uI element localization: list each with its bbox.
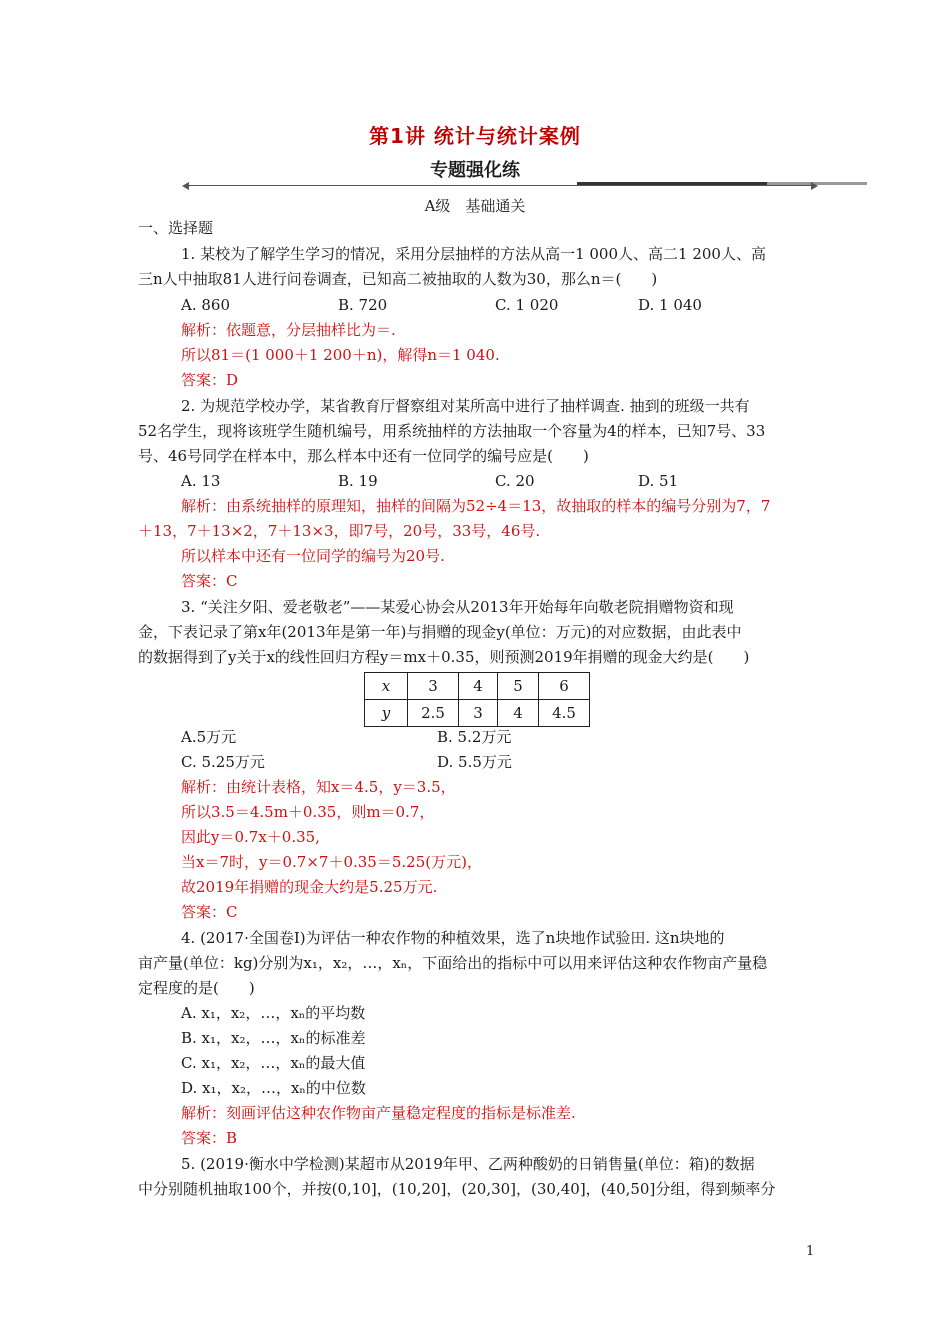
table-cell: 4	[498, 700, 539, 727]
q1-solution-line2: 所以81＝(1 000＋1 200＋n)，解得n＝1 040.	[181, 346, 500, 364]
q3-stem-line2: 金，下表记录了第x年(2013年是第一年)与捐赠的现金y(单位：万元)的对应数据，由此表中	[138, 623, 742, 641]
table-cell: 6	[539, 673, 590, 700]
table-cell: x	[365, 673, 408, 700]
q3-option-a: A.5万元	[181, 728, 237, 746]
q3-stem-line1: 3. “关注夕阳、爱老敬老”——某爱心协会从2013年开始每年向敬老院捐赠物资和现	[181, 598, 734, 616]
q2-stem-line1: 2. 为规范学校办学，某省教育厅督察组对某所高中进行了抽样调查. 抽到的班级一共有	[181, 397, 750, 415]
q1-option-c: C. 1 020	[495, 296, 559, 314]
q3-solution-line2: 所以3.5＝4.5m＋0.35，则m＝0.7，	[181, 803, 435, 821]
q1-option-b: B. 720	[338, 296, 388, 314]
table-cell: 4	[459, 673, 498, 700]
q4-stem-line1: 4. (2017·全国卷Ⅰ)为评估一种农作物的种植效果，选了n块地作试验田. 这n块地的	[181, 929, 725, 947]
q4-solution-line1: 解析：刻画评估这种农作物亩产量稳定程度的指标是标准差.	[181, 1104, 576, 1122]
q4-stem-line2: 亩产量(单位：kg)分别为x₁，x₂，…，xₙ，下面给出的指标中可以用来评估这种农作物亩产量稳	[138, 954, 768, 972]
q5-stem-line1: 5. (2019·衡水中学检测)某超市从2019年甲、乙两种酸奶的日销售量(单位：箱)的数据	[181, 1155, 755, 1173]
q3-option-c: C. 5.25万元	[181, 753, 265, 771]
q3-solution-line3: 因此y＝0.7x＋0.35,	[181, 828, 320, 846]
q3-solution-line1: 解析：由统计表格，知x＝4.5，y＝3.5，	[181, 778, 456, 796]
q5-stem-line2: 中分别随机抽取100个，并按(0,10]，(10,20]，(20,30]，(30,40]，(40,50]分组，得到频率分	[138, 1180, 776, 1198]
q3-data-table	[364, 672, 590, 727]
table-cell: 3	[408, 673, 459, 700]
table-cell: 3	[459, 700, 498, 727]
table-cell: 4.5	[539, 700, 590, 727]
q2-option-a: A. 13	[181, 472, 221, 490]
q1-option-d: D. 1 040	[638, 296, 702, 314]
divider-left-arrow-icon	[182, 182, 189, 190]
q2-option-c: C. 20	[495, 472, 535, 490]
section-heading: 一、选择题	[138, 219, 214, 237]
q2-stem-line2: 52名学生，现将该班学生随机编号，用系统抽样的方法抽取一个容量为4的样本，已知7号、33	[138, 422, 766, 440]
q4-option-b: B. x₁，x₂，…，xₙ的标准差	[181, 1029, 366, 1047]
q1-stem-line1: 1. 某校为了解学生学习的情况，采用分层抽样的方法从高一1 000人、高二1 200人、高	[181, 245, 766, 263]
q4-option-d: D. x₁，x₂，…，xₙ的中位数	[181, 1079, 366, 1097]
q2-solution-line3: 所以样本中还有一位同学的编号为20号.	[181, 547, 445, 565]
q3-option-d: D. 5.5万元	[437, 753, 512, 771]
q4-option-c: C. x₁，x₂，…，xₙ的最大值	[181, 1054, 366, 1072]
table-cell: 2.5	[408, 700, 459, 727]
table-cell: 5	[498, 673, 539, 700]
q2-stem-line3: 号、46号同学在样本中，那么样本中还有一位同学的编号应是( )	[138, 447, 589, 465]
q3-stem-line3: 的数据得到了y关于x的线性回归方程y＝mx＋0.35，则预测2019年捐赠的现金大约是( )	[138, 648, 750, 666]
q2-option-b: B. 19	[338, 472, 378, 490]
table-row	[365, 700, 590, 727]
q4-stem-line3: 定程度的是( )	[138, 979, 255, 997]
divider-right-arrow-icon	[811, 182, 818, 190]
lecture-title: 第1讲 统计与统计案例	[369, 124, 581, 148]
q2-option-d: D. 51	[638, 472, 679, 490]
table-row	[365, 673, 590, 700]
q1-answer: 答案：D	[181, 371, 239, 389]
q3-answer: 答案：C	[181, 903, 238, 921]
title-divider	[182, 182, 818, 190]
q1-stem-line2: 三n人中抽取81人进行问卷调查，已知高二被抽取的人数为30，那么n＝( )	[138, 270, 658, 288]
q1-solution-line1: 解析：依题意，分层抽样比为＝.	[181, 321, 396, 339]
q4-answer: 答案：B	[181, 1129, 238, 1147]
q3-option-b: B. 5.2万元	[437, 728, 512, 746]
q4-option-a: A. x₁，x₂，…，xₙ的平均数	[181, 1004, 366, 1022]
q3-solution-line4: 当x＝7时，y＝0.7×7＋0.35＝5.25(万元)，	[181, 853, 482, 871]
level-heading: A级 基础通关	[424, 197, 526, 215]
q1-option-a: A. 860	[181, 296, 230, 314]
q2-answer: 答案：C	[181, 572, 238, 590]
page-number: 1	[806, 1244, 815, 1259]
section-subtitle: 专题强化练	[430, 160, 520, 181]
table-cell: y	[365, 700, 408, 727]
q3-solution-line5: 故2019年捐赠的现金大约是5.25万元.	[181, 878, 438, 896]
q2-solution-line2: ＋13，7＋13×2，7＋13×3，即7号，20号，33号，46号.	[138, 522, 541, 540]
q2-solution-line1: 解析：由系统抽样的原理知，抽样的间隔为52÷4＝13，故抽取的样本的编号分别为7，7	[181, 497, 771, 515]
